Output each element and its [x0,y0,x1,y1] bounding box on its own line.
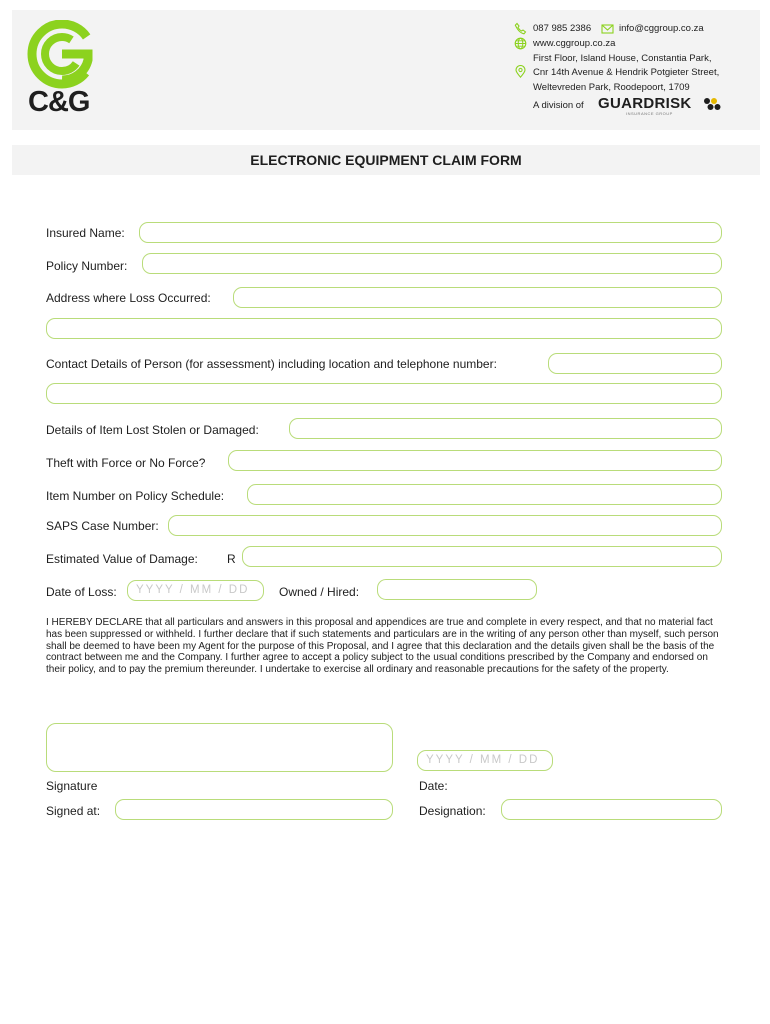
currency-symbol: R [227,552,236,566]
saps-case-input[interactable] [168,515,722,536]
signature-date-placeholder: YYYY / MM / DD [426,754,540,766]
item-number-input[interactable] [247,484,722,505]
address-line-3: Weltevreden Park, Roodepoort, 1709 [533,82,690,93]
phone-number: 087 985 2386 [533,23,592,34]
address-line-1: First Floor, Island House, Constantia Park, [533,53,712,64]
insured-name-label: Insured Name: [46,226,125,240]
owned-hired-label: Owned / Hired: [279,585,360,599]
contact-details-input[interactable] [548,353,722,374]
item-details-label: Details of Item Lost Stolen or Damaged: [46,423,259,437]
cg-logo [22,20,112,125]
policy-number-input[interactable] [142,253,722,274]
item-details-input[interactable] [289,418,722,439]
address-line-2: Cnr 14th Avenue & Hendrik Potgieter Street, [533,67,720,78]
address-input-line-2[interactable] [46,318,722,339]
guardrisk-subtitle: INSURANCE GROUP [626,111,673,116]
estimated-value-input[interactable] [242,546,722,567]
signature-date-input[interactable] [417,750,553,771]
cg-logo-mark-icon [22,20,112,90]
insured-name-input[interactable] [139,222,722,243]
logo-text: C&G [28,86,90,118]
phone-icon [514,22,527,35]
website: www.cggroup.co.za [533,38,616,49]
designation-label: Designation: [419,804,486,818]
signed-at-input[interactable] [115,799,393,820]
item-number-label: Item Number on Policy Schedule: [46,489,225,503]
guardrisk-logo-text: GUARDRISK [598,95,692,112]
theft-force-label: Theft with Force or No Force? [46,456,206,470]
date-of-loss-label: Date of Loss: [46,585,117,599]
location-pin-icon [514,65,527,78]
theft-force-input[interactable] [228,450,722,471]
declaration-text: I HEREBY DECLARE that all particulars and answers in this proposal and appendices are true and complete in every respect, and that no material fact has been suppressed or withheld. I further declare that if such statements and particulars are in the writing of any person other than myself, such person shall be deemed to have been my Agent for the purpose of this Proposal, and I agree that this declaration and the details given shall be the basis of the contract between me and the Company. I further agree to accept a policy subject to the usual conditions prescribed by the Company and endorsed on their policy, and to pay the premium thereunder. I undertake to exercise all ordinary and reasonable precautions for the safety of the property. [46,617,719,676]
guardrisk-dots-icon [703,97,721,111]
signed-at-label: Signed at: [46,804,101,818]
date-of-loss-input[interactable] [127,580,264,601]
date-of-loss-placeholder: YYYY / MM / DD [136,584,250,596]
date-label: Date: [419,779,448,793]
estimated-value-label: Estimated Value of Damage: [46,552,198,566]
saps-case-label: SAPS Case Number: [46,519,159,533]
designation-input[interactable] [501,799,722,820]
email-address: info@cggroup.co.za [619,23,704,34]
signature-label: Signature [46,779,98,793]
form-title: ELECTRONIC EQUIPMENT CLAIM FORM [250,152,522,168]
address-label: Address where Loss Occurred: [46,291,211,305]
contact-details-input-line-2[interactable] [46,383,722,404]
signature-box[interactable] [46,723,393,772]
address-input[interactable] [233,287,722,308]
email-icon [601,22,614,35]
policy-number-label: Policy Number: [46,259,128,273]
division-label: A division of [533,100,584,111]
contact-details-label: Contact Details of Person (for assessment) including location and telephone number: [46,357,497,371]
globe-icon [514,37,527,50]
owned-hired-input[interactable] [377,579,537,600]
